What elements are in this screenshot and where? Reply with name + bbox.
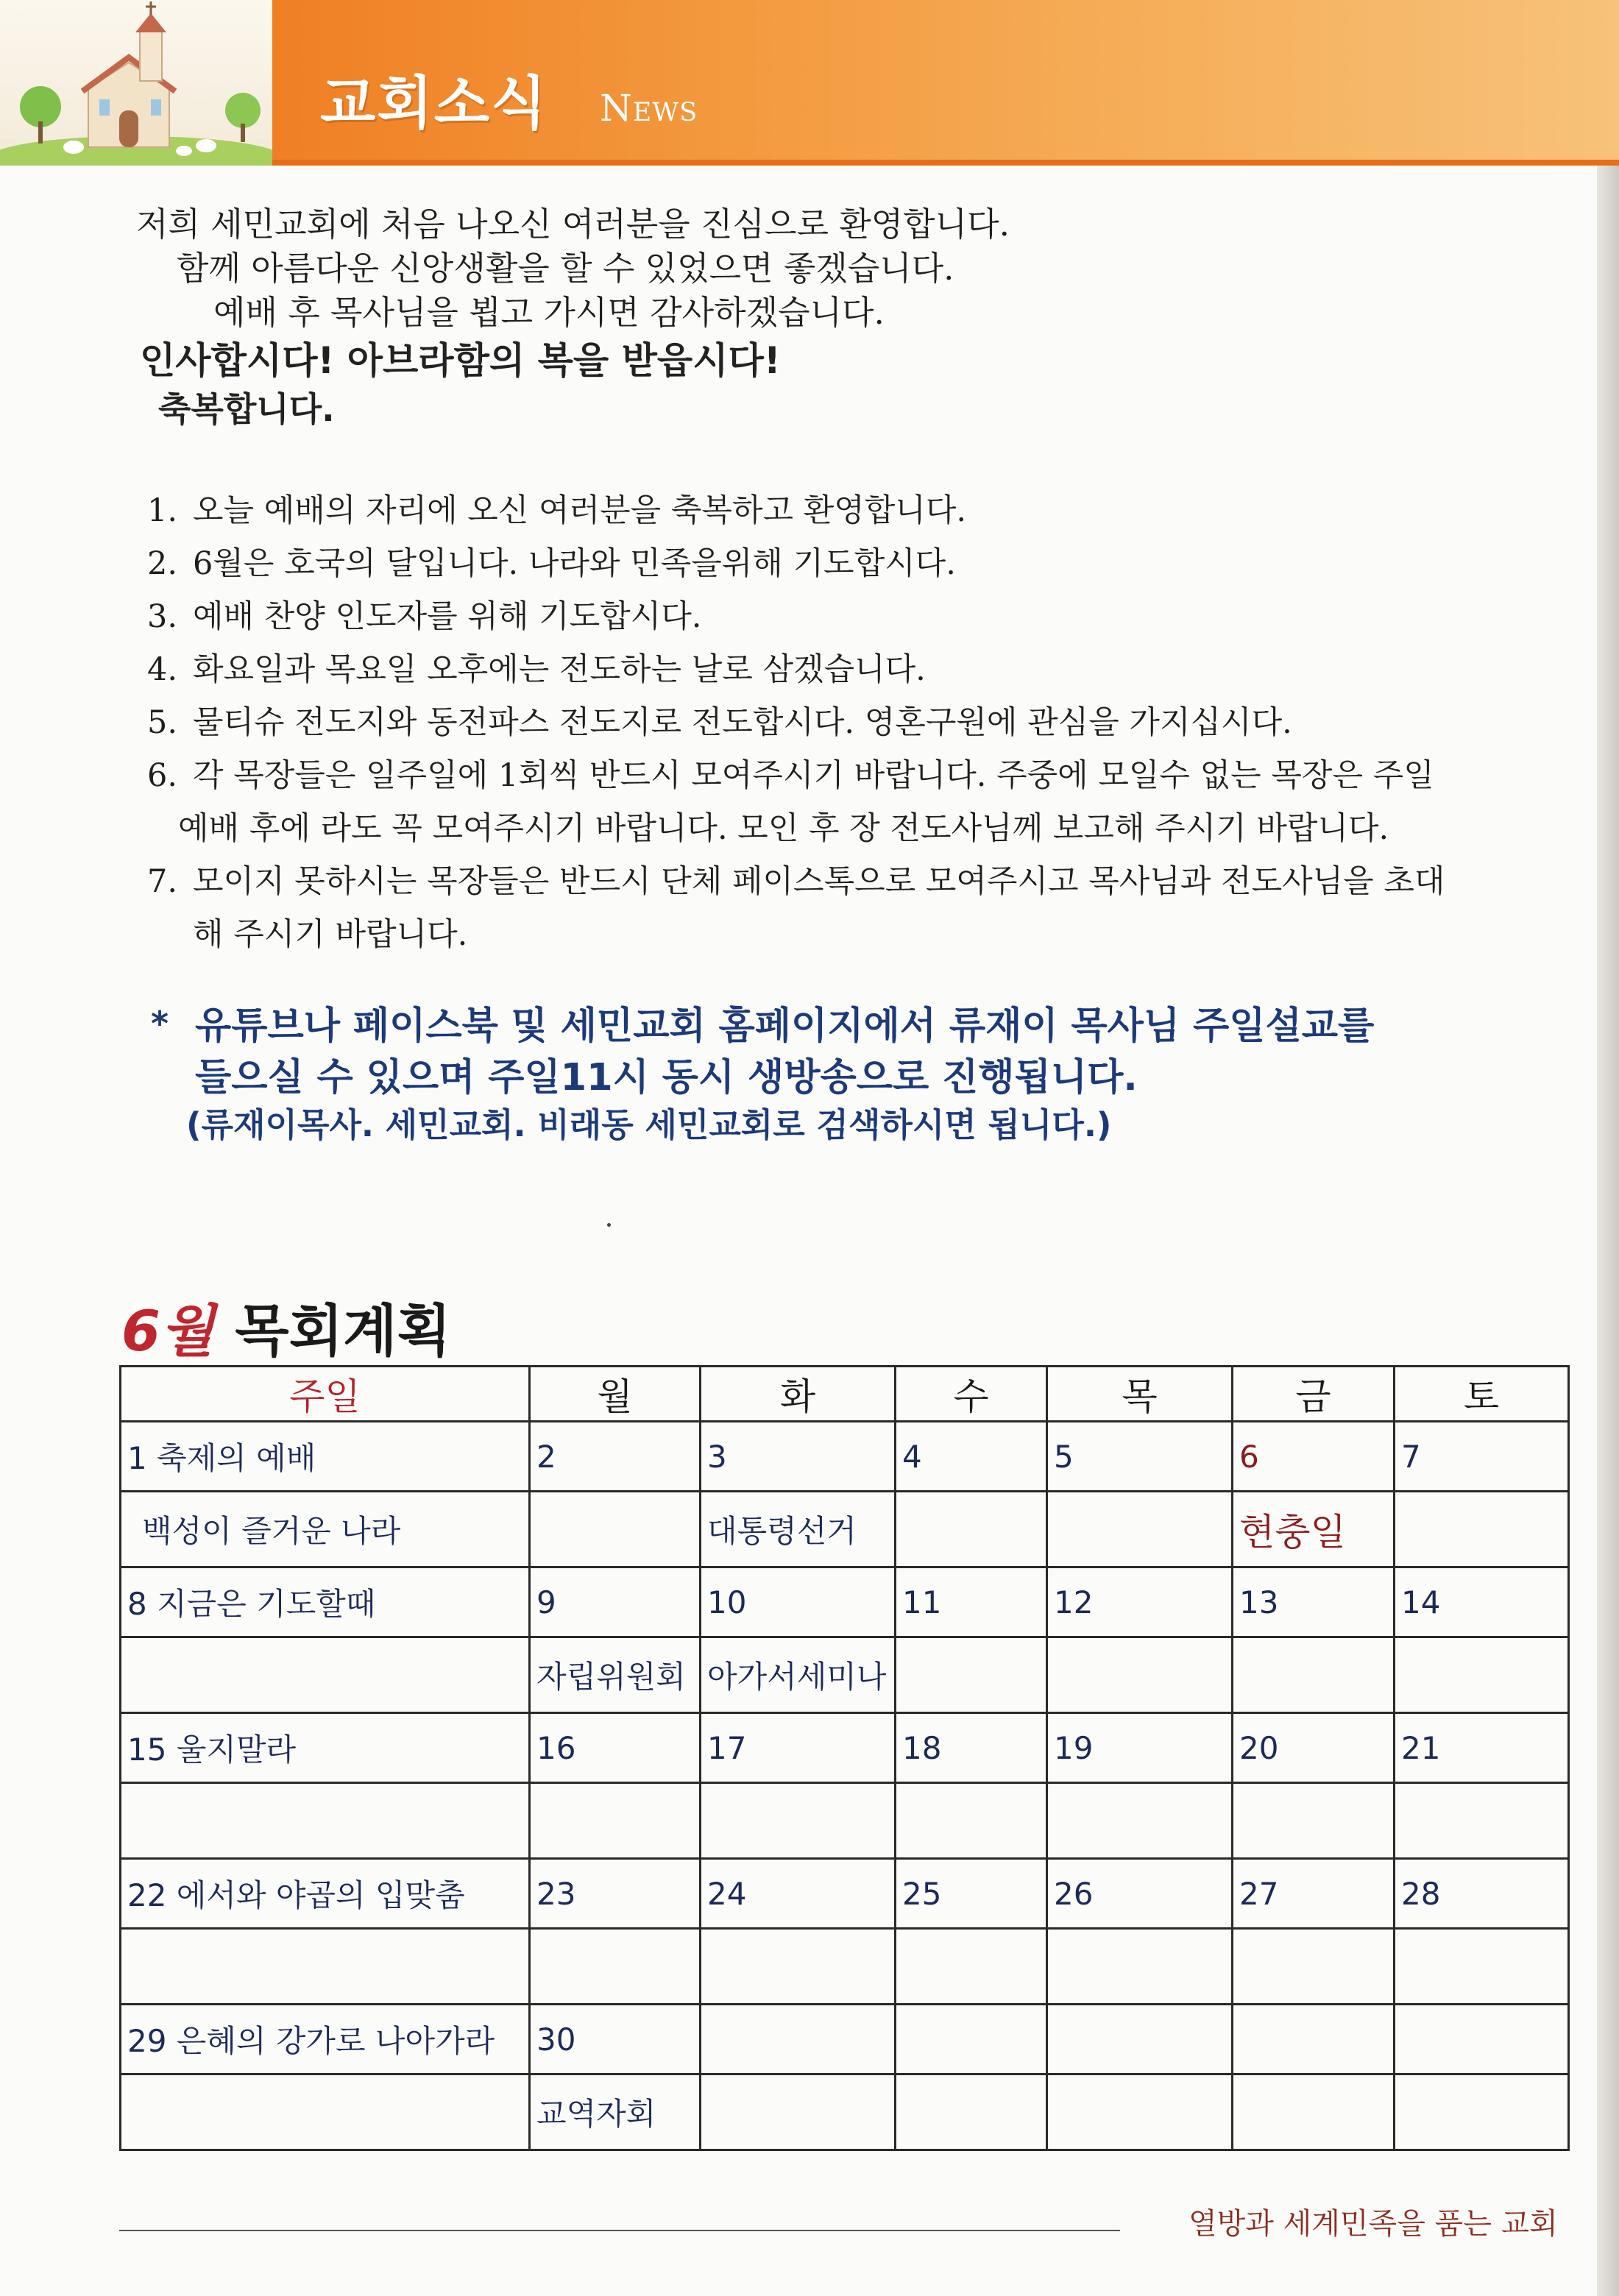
event-cell: [1047, 1637, 1233, 1713]
event-cell: [896, 2074, 1047, 2150]
table-row: [121, 1492, 1569, 1567]
header-thursday: 목: [1047, 1367, 1233, 1422]
welcome-line: 함께 아름다운 신앙생활을 할 수 있었으면 좋겠습니다.: [177, 249, 954, 288]
notice-item: [147, 643, 1567, 696]
date-cell: 26: [1047, 1859, 1233, 1929]
asterisk-marker: *: [151, 1004, 169, 1044]
date-cell: 10: [701, 1567, 896, 1637]
event-cell: [1233, 1783, 1395, 1859]
page-edge: [1597, 0, 1619, 2296]
footer-divider: [119, 2230, 1120, 2231]
event-cell: [896, 1929, 1047, 2005]
monthly-schedule-table: [119, 1365, 1570, 2151]
schedule-title: [121, 1286, 451, 1367]
date-cell: 24: [701, 1859, 896, 1929]
header-wednesday: 수: [896, 1367, 1047, 1422]
footer-motto: 열방과 세계민족을 품는 교회: [1188, 2207, 1558, 2241]
date-cell: 23: [530, 1859, 701, 1929]
date-cell: 22 에서와 야곱의 입맞춤: [121, 1859, 530, 1929]
event-cell: [1395, 1783, 1569, 1859]
date-cell: 9: [530, 1567, 701, 1637]
date-cell: 7: [1395, 1422, 1569, 1492]
event-cell: [1233, 1929, 1395, 2005]
table-row: [121, 1783, 1569, 1859]
event-cell: [121, 2074, 530, 2150]
notice-text: 모이지 못하시는 목장들은 반드시 단체 페이스톡으로 모여주시고 목사님과 전도사님을 초대: [193, 863, 1445, 900]
date-cell: 6: [1233, 1422, 1395, 1492]
notice-number: 6.: [147, 757, 178, 794]
notice-number: 4.: [147, 651, 178, 688]
event-cell: [896, 1637, 1047, 1713]
event-cell: [1047, 2074, 1233, 2150]
date-cell: 20: [1233, 1713, 1395, 1783]
notice-item: [147, 749, 1567, 855]
event-cell: [896, 1783, 1047, 1859]
date-cell: 21: [1395, 1713, 1569, 1783]
event-cell: [1047, 1783, 1233, 1859]
broadcast-line: 유튜브나 페이스북 및 세민교회 홈페이지에서 류재이 목사님 주일설교를: [195, 1005, 1375, 1048]
date-cell: [1233, 2005, 1395, 2074]
table-row: [121, 2005, 1569, 2074]
event-cell: [701, 1783, 896, 1859]
event-cell: [530, 1929, 701, 2005]
notice-text: 각 목장들은 일주일에 1회씩 반드시 모여주시기 바랍니다. 주중에 모일수 없는 목장은 주일: [193, 757, 1434, 794]
notice-item: [147, 484, 1567, 537]
page-subtitle: News: [600, 87, 698, 130]
blessing-line: 축복합니다.: [158, 389, 335, 429]
date-cell: 4: [896, 1422, 1047, 1492]
date-cell: 19: [1047, 1713, 1233, 1783]
welcome-line: 예배 후 목사님을 뵙고 가시면 감사하겠습니다.: [213, 293, 885, 332]
event-cell: 자립위원회: [530, 1637, 701, 1713]
event-cell: 현충일: [1233, 1492, 1395, 1567]
date-cell: 16: [530, 1713, 701, 1783]
table-row: [121, 1713, 1569, 1783]
date-cell: 29 은혜의 강가로 나아가라: [121, 2005, 530, 2074]
event-cell: [530, 1492, 701, 1567]
event-cell: [1395, 1929, 1569, 2005]
date-cell: 1 축제의 예배: [121, 1422, 530, 1492]
table-row: [121, 2074, 1569, 2150]
date-cell: 13: [1233, 1567, 1395, 1637]
date-cell: 14: [1395, 1567, 1569, 1637]
notice-number: 2.: [147, 545, 178, 582]
header-sunday: 주일: [121, 1367, 530, 1422]
schedule-heading: 목회계획: [235, 1298, 451, 1364]
notice-number: 3.: [147, 598, 178, 635]
event-cell: [1233, 1637, 1395, 1713]
news-header: [0, 0, 1619, 166]
event-cell: 대통령선거: [701, 1492, 896, 1567]
stray-dot: [607, 1223, 611, 1227]
date-cell: 15 울지말라: [121, 1713, 530, 1783]
notice-item: [147, 537, 1567, 590]
broadcast-line: 들으실 수 있으며 주일11시 동시 생방송으로 진행됩니다.: [195, 1056, 1138, 1099]
date-cell: 5: [1047, 1422, 1233, 1492]
broadcast-search-hint: (류재이목사. 세민교회. 비래동 세민교회로 검색하시면 됩니다.): [186, 1105, 1112, 1144]
event-cell: [121, 1637, 530, 1713]
event-cell: [1395, 1637, 1569, 1713]
date-cell: [1395, 2005, 1569, 2074]
date-cell: 17: [701, 1713, 896, 1783]
notice-item: [147, 696, 1567, 749]
notice-number: 7.: [147, 863, 178, 900]
schedule-month: 6월: [121, 1298, 215, 1364]
notice-continuation: 예배 후에 라도 꼭 모여주시기 바랍니다. 모인 후 장 전도사님께 보고해 주시기 바랍니다.: [178, 810, 1389, 847]
date-cell: 30: [530, 2005, 701, 2074]
notice-number: 5.: [147, 704, 178, 741]
event-cell: [701, 2074, 896, 2150]
event-cell: [530, 1783, 701, 1859]
header-friday: 금: [1233, 1367, 1395, 1422]
event-cell: [896, 1492, 1047, 1567]
notice-text: 화요일과 목요일 오후에는 전도하는 날로 삼겠습니다.: [193, 651, 926, 688]
date-cell: [1047, 2005, 1233, 2074]
event-cell: [1395, 2074, 1569, 2150]
welcome-line: 저희 세민교회에 처음 나오신 여러분을 진심으로 환영합니다.: [136, 205, 1010, 244]
notice-text: 예배 찬양 인도자를 위해 기도합시다.: [193, 598, 702, 635]
event-cell: [1233, 2074, 1395, 2150]
table-row: [121, 1422, 1569, 1492]
event-cell: 교역자회: [530, 2074, 701, 2150]
date-cell: 28: [1395, 1859, 1569, 1929]
page-title: 교회소식: [320, 71, 548, 137]
date-cell: 18: [896, 1713, 1047, 1783]
date-cell: [701, 2005, 896, 2074]
notice-continuation: 해 주시기 바랍니다.: [193, 916, 468, 953]
greeting-line: 인사합시다! 아브라함의 복을 받읍시다!: [140, 339, 781, 382]
event-cell: [701, 1929, 896, 2005]
header-tuesday: 화: [701, 1367, 896, 1422]
date-cell: 2: [530, 1422, 701, 1492]
notice-text: 오늘 예배의 자리에 오신 여러분을 축복하고 환영합니다.: [193, 492, 967, 529]
event-cell: [1047, 1492, 1233, 1567]
notice-text: 물티슈 전도지와 동전파스 전도지로 전도합시다. 영혼구원에 관심을 가지십시다.: [193, 704, 1292, 741]
table-row: [121, 1567, 1569, 1637]
event-cell: [1047, 1929, 1233, 2005]
table-row: [121, 1637, 1569, 1713]
date-cell: [896, 2005, 1047, 2074]
table-row: [121, 1929, 1569, 2005]
date-cell: 25: [896, 1859, 1047, 1929]
table-header-row: [121, 1367, 1569, 1422]
date-cell: 3: [701, 1422, 896, 1492]
date-cell: 27: [1233, 1859, 1395, 1929]
header-saturday: 토: [1395, 1367, 1569, 1422]
church-illustration: [0, 0, 272, 166]
event-cell: [1395, 1492, 1569, 1567]
event-cell: [121, 1929, 530, 2005]
event-cell: [121, 1783, 530, 1859]
date-cell: 12: [1047, 1567, 1233, 1637]
notice-item: [147, 590, 1567, 643]
date-cell: 11: [896, 1567, 1047, 1637]
notice-text: 6월은 호국의 달입니다. 나라와 민족을위해 기도합시다.: [193, 545, 956, 582]
header-monday: 월: [530, 1367, 701, 1422]
date-cell: 8 지금은 기도할때: [121, 1567, 530, 1637]
table-row: [121, 1859, 1569, 1929]
event-cell: 백성이 즐거운 나라: [121, 1492, 530, 1567]
notice-item: [147, 855, 1567, 961]
notice-number: 1.: [147, 492, 178, 529]
event-cell: 아가서세미나: [701, 1637, 896, 1713]
